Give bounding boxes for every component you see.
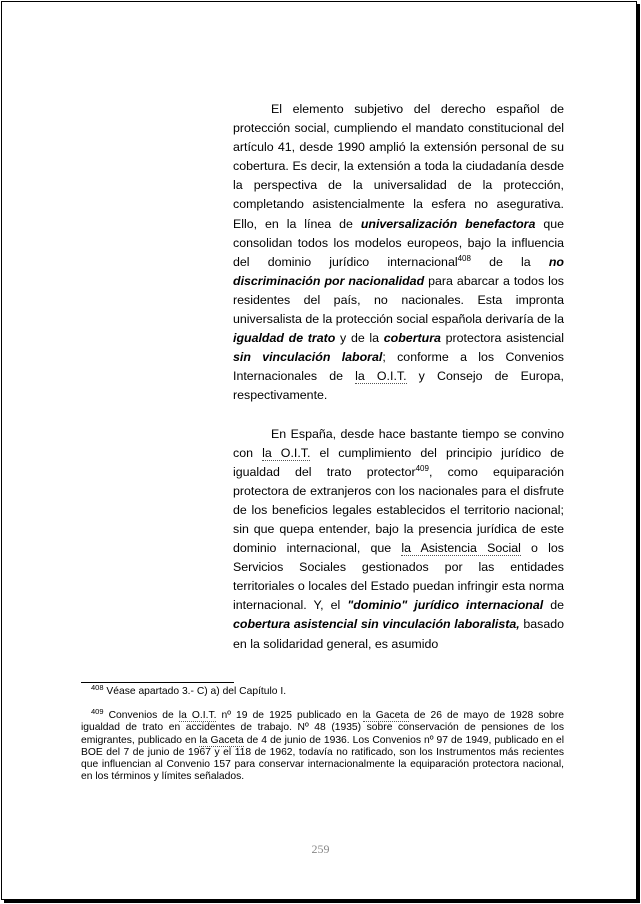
- term-gaceta: la Gaceta: [362, 710, 409, 722]
- text-run: que consolidan todos los modelos europeos, bajo la influencia del dominio jurídico internacional: [233, 216, 564, 269]
- emphasis-no-discriminacion: no discriminación por nacionalidad: [233, 254, 564, 288]
- paragraph-1: [233, 100, 564, 406]
- page-number: 259: [311, 842, 330, 856]
- text-run: , como equiparación protectora de extranjeros con los nacionales para el disfrute de los beneficios legales establecidos el territorio nacional; sin que quepa entender, bajo la presencia jurídica de este dominio internacional, que: [233, 464, 564, 556]
- emphasis-cobertura: cobertura: [383, 331, 441, 346]
- footnote-text: Véase apartado 3.- C) a) del Capítulo I.: [106, 686, 287, 697]
- paragraph-2: [233, 425, 564, 654]
- footnote-text: nº 19 de 1925 publicado en: [216, 710, 363, 722]
- body-text: [233, 100, 564, 654]
- footnote-408: [81, 683, 564, 698]
- text-run: basado en la solidaridad general, es asumido: [233, 617, 565, 651]
- footnote-409: [81, 707, 565, 783]
- footnote-text: Convenios de: [108, 710, 179, 722]
- term-oit: la O.I.T.: [178, 710, 217, 722]
- footnote-ref-408[interactable]: 408: [457, 253, 471, 263]
- text-run: protectora asistencial: [440, 331, 564, 346]
- term-oit: la O.I.T.: [355, 369, 407, 384]
- text-run: El elemento subjetivo del derecho español de protección social, cumpliendo el mandato constitucional del artículo 41, desde 1990 amplió la extensión personal de su cobertura. Es decir, la extensión a toda la ciudadanía desde la perspectiva de la universalidad de la protección, completando asistencialmente la esfera no asegurativa. Ello, en la línea de: [233, 102, 564, 231]
- footnotes: [81, 683, 565, 783]
- footnote-number: 409: [91, 707, 104, 717]
- footnote-ref-409[interactable]: 409: [415, 463, 429, 473]
- text-run: y Consejo de Europa, respectivamente.: [233, 369, 564, 403]
- footnote-number: 408: [91, 683, 104, 692]
- emphasis-sin-vinculacion-laboral: sin vinculación laboral: [233, 350, 383, 365]
- emphasis-universalizacion: universalización benefactora: [360, 216, 536, 231]
- text-run: y de la: [335, 331, 384, 346]
- emphasis-igualdad-de-trato: igualdad de trato: [233, 331, 336, 346]
- term-oit: la O.I.T.: [262, 445, 311, 460]
- text-run: ; conforme a los Convenios Internacionales de: [233, 350, 564, 384]
- document-page: [1, 1, 637, 900]
- text-run: de: [543, 598, 564, 613]
- footnote-text: de 4 de junio de 1936. Los Convenios nº 97 de 1949, publicado en el BOE del 7 de junio de 1967 y el 118 de 1962, todavía no ratificado, son los Instrumentos más recientes que influencian al Convenio 157 para conservar internacionalmente la equiparación protectora nacional, en los términos y límites señalados.: [81, 734, 565, 783]
- text-run: En España, desde hace bastante tiempo se convino con: [233, 426, 564, 460]
- emphasis-dominio-juridico: "dominio" jurídico internacional: [347, 598, 544, 613]
- text-run: el cumplimiento del principio jurídico de igualdad del trato protector: [233, 445, 564, 479]
- text-run: de la: [470, 254, 549, 269]
- term-asistencia-social: la Asistencia Social: [401, 541, 521, 556]
- emphasis-cobertura-asistencial: cobertura asistencial sin vinculación laboralista,: [233, 617, 520, 632]
- text-run: para abarcar a todos los residentes del país, no nacionales. Esta impronta universalista de la protección social española derivaría de la: [233, 273, 564, 327]
- footnote-text: de 26 de mayo de 1928 sobre igualdad de trato en accidentes de trabajo. Nº 48 (1935) sobre conservación de pensiones de los emigrantes, publicado en: [81, 710, 564, 746]
- text-run: o los Servicios Sociales gestionados por las entidades territoriales o locales del Estado puedan infringir esta norma internacional. Y, el: [233, 541, 564, 613]
- term-gaceta: la Gaceta: [199, 734, 244, 746]
